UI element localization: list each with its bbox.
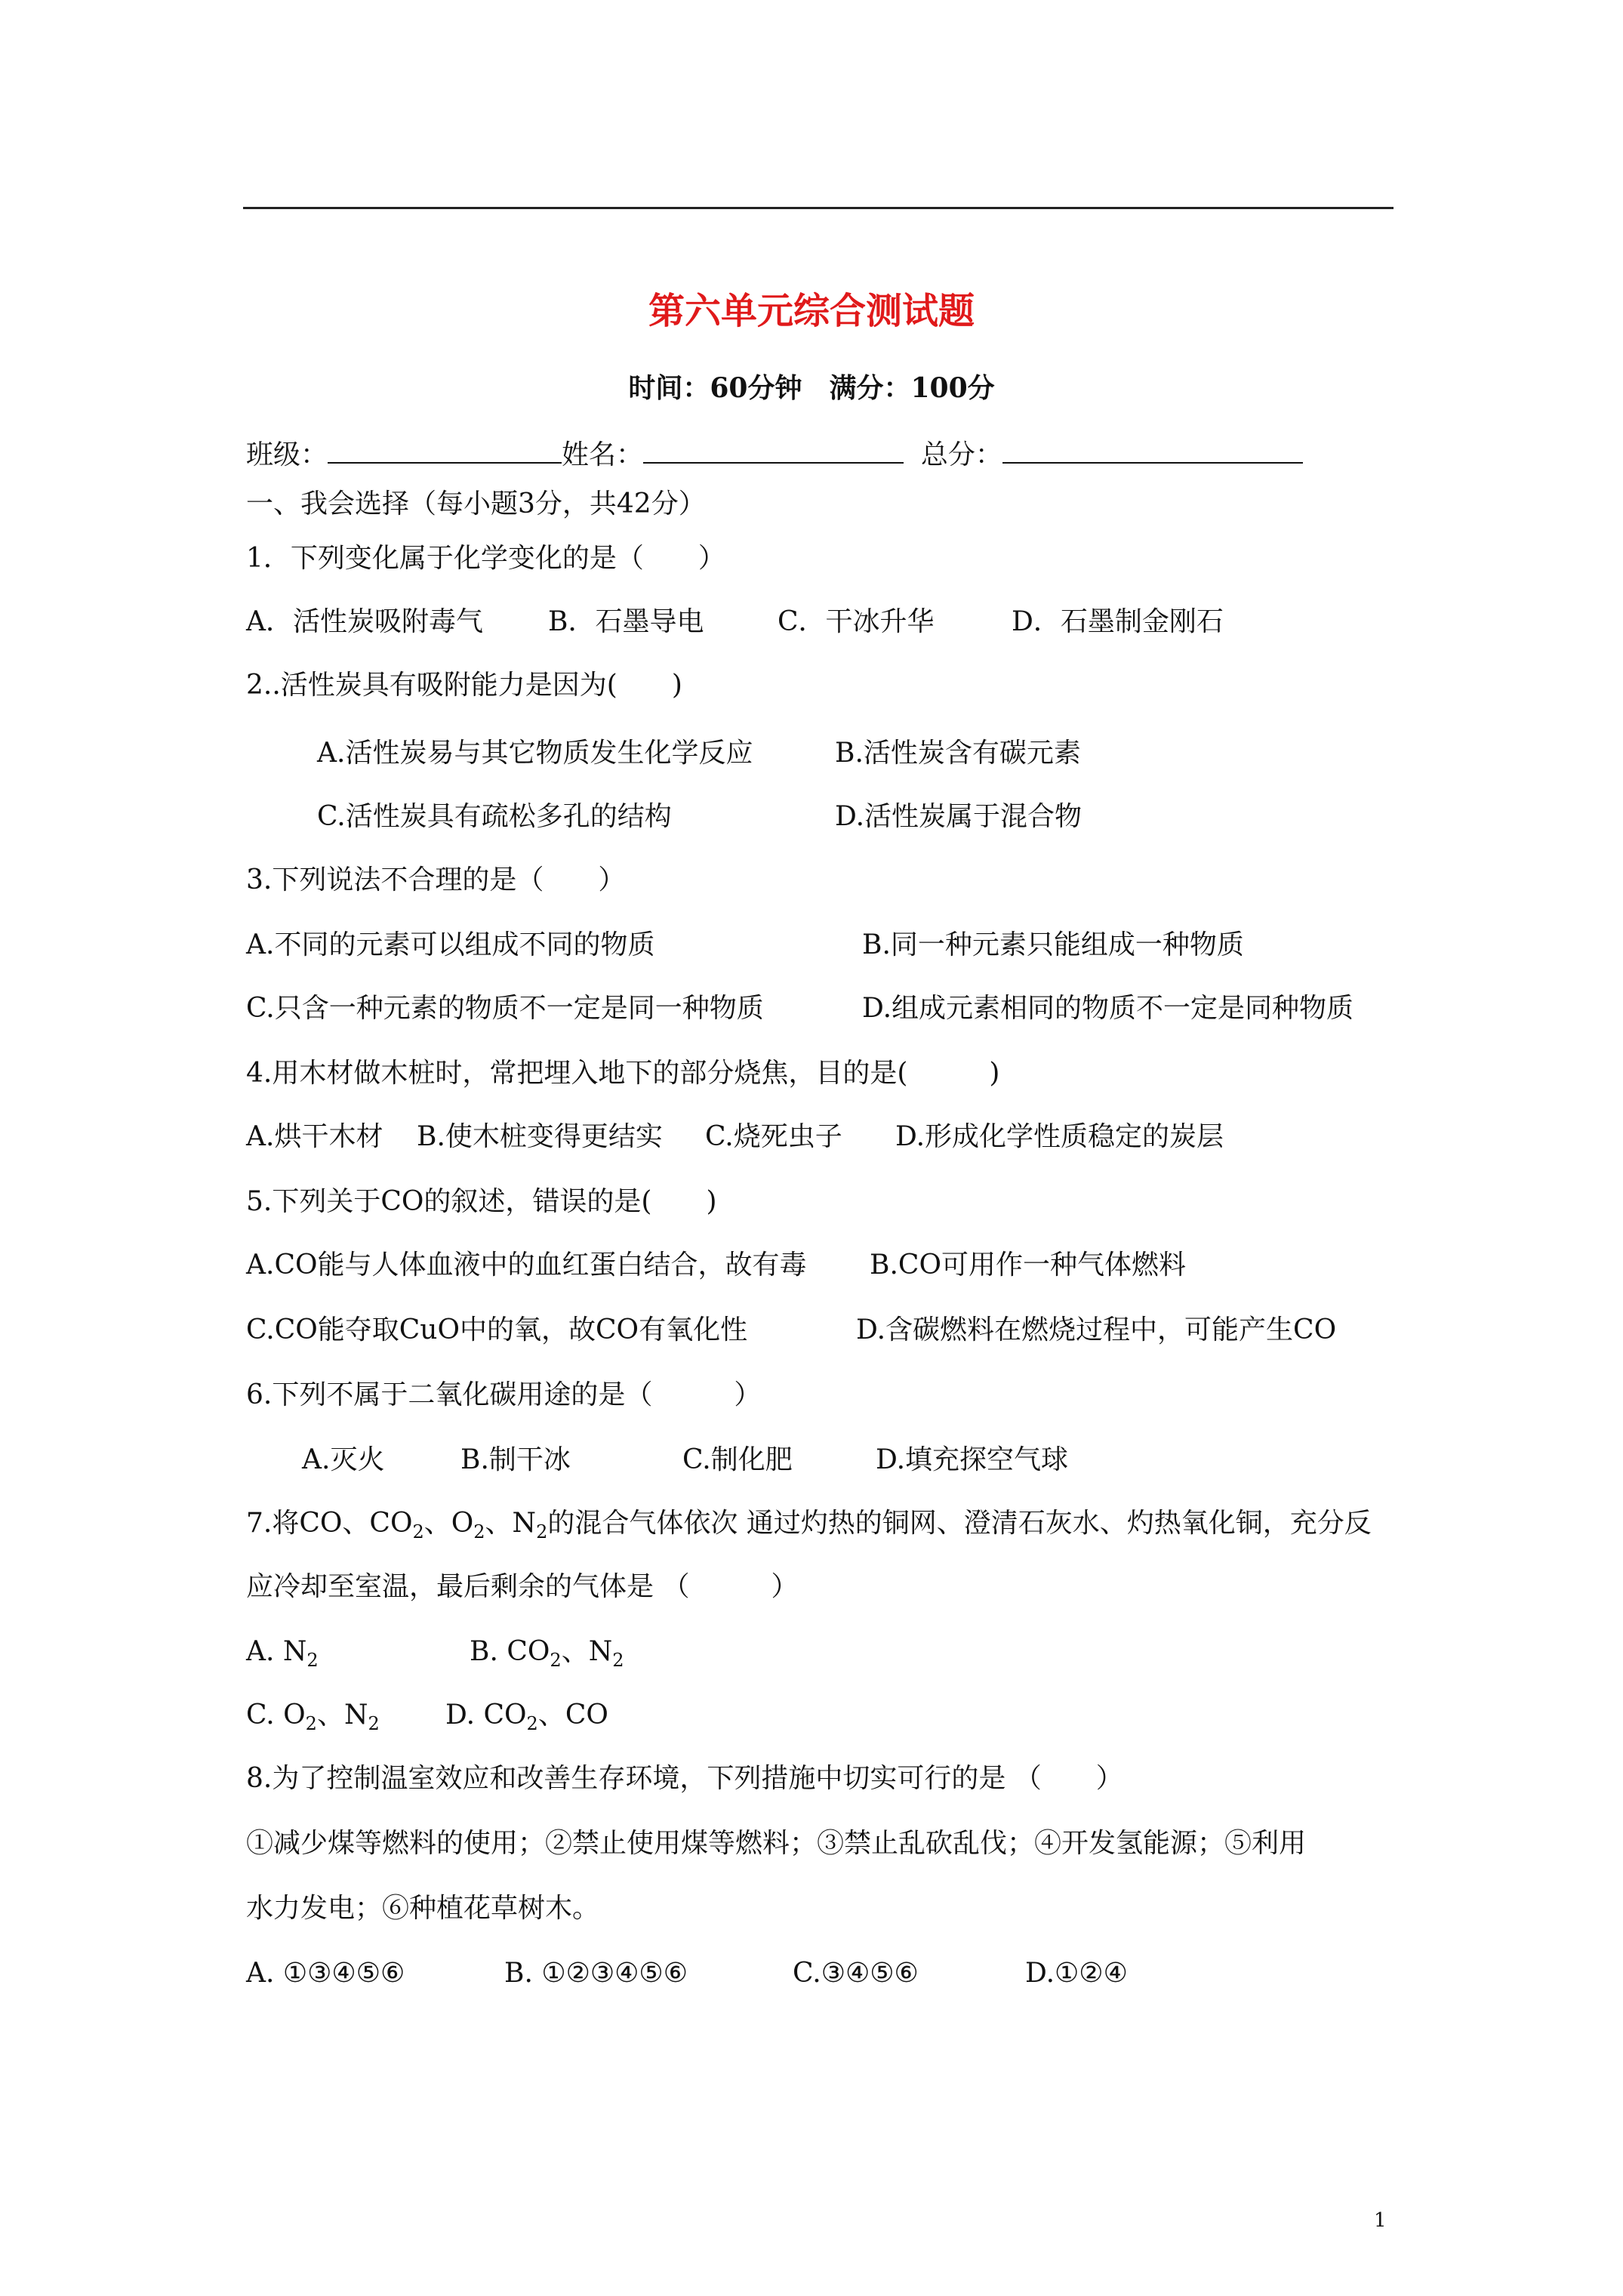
question-6-option-d: D.填充探空气球 [876,1444,1069,1475]
question-3-option-c: C.只含一种元素的物质不一定是同一种物质 [246,993,764,1024]
question-4-option-d: D.形成化学性质稳定的炭层 [895,1121,1224,1152]
question-2-option-d: D.活性炭属于混合物 [835,801,1083,832]
section-heading: 一、我会选择（每小题3分，共42分） [246,488,706,519]
question-5-option-a: A.CO能与人体血液中的血红蛋白结合，故有毒 [246,1250,807,1281]
question-2-stem: 2..活性炭具有吸附能力是因为( ) [246,670,682,701]
q7-a-text: A. N [246,1636,307,1667]
q7-d-text: D. CO [445,1700,527,1730]
question-6-option-b: B.制干冰 [460,1444,571,1475]
question-5-option-c: C.CO能夺取CuO中的氧，故CO有氧化性 [246,1314,748,1345]
question-8-option-b: B. ①②③④⑤⑥ [504,1958,688,1989]
question-7-stem-line2: 应冷却至室温，最后剩余的气体是 （ ） [246,1571,799,1602]
question-8-measures-line2: 水力发电；⑥种植花草树木。 [246,1893,600,1924]
question-8-option-a: A. ①③④⑤⑥ [246,1958,405,1989]
question-7-option-b [470,1635,624,1677]
question-2-option-b: B.活性炭含有碳元素 [835,738,1081,769]
subscript: 2 [526,1713,538,1735]
question-1-stem: 1．下列变化属于化学变化的是（ ） [246,543,725,574]
page-number: 1 [1374,2209,1387,2232]
question-8-stem: 8.为了控制温室效应和改善生存环境，下列措施中切实可行的是 （ ） [246,1763,1123,1794]
question-1-option-b: B．石墨导电 [548,606,704,637]
total-blank [1002,435,1303,464]
header-rule [243,207,1394,209]
q7-stem-text: 7.将CO、CO [246,1508,413,1539]
question-3-option-a: A.不同的元素可以组成不同的物质 [246,929,655,960]
question-6-option-c: C.制化肥 [682,1444,793,1475]
subscript: 2 [412,1521,424,1543]
question-7-option-a [246,1635,319,1677]
question-8-option-d: D.①②④ [1025,1958,1128,1989]
question-1-option-a: A．活性炭吸附毒气 [246,606,483,637]
q7-stem-text: 的混合气体依次 通过灼热的铜网、澄清石灰水、灼热氧化铜，充分反 [547,1508,1372,1539]
q7-c-text: 、N [316,1700,368,1730]
q7-stem-text: 、N [485,1508,537,1539]
question-4-option-a: A.烘干木材 [246,1121,383,1152]
subscript: 2 [306,1650,319,1672]
question-1-option-c: C．干冰升华 [778,606,935,637]
question-1-option-d: D．石墨制金刚石 [1012,606,1224,637]
q7-b-text: 、N [561,1636,613,1667]
subscript: 2 [536,1521,548,1543]
q7-stem-text: 、O [423,1508,474,1539]
question-2-option-a: A.活性炭易与其它物质发生化学反应 [317,738,753,769]
question-5-option-d: D.含碳燃料在燃烧过程中，可能产生CO [856,1314,1337,1345]
subscript: 2 [305,1713,317,1735]
question-7-option-c [246,1699,380,1740]
student-info-line [246,435,1303,472]
subscript: 2 [473,1521,485,1543]
subscript: 2 [368,1713,380,1735]
question-8-measures-line1: ①减少煤等燃料的使用；②禁止使用煤等燃料；③禁止乱砍乱伐；④开发氢能源；⑤利用 [246,1828,1307,1859]
question-3-stem: 3.下列说法不合理的是（ ） [246,864,626,895]
question-8-option-c: C.③④⑤⑥ [793,1958,919,1989]
page-title: 第六单元综合测试题 [648,290,975,332]
question-6-option-a: A.灭火 [302,1444,385,1475]
name-label: 姓名： [562,439,644,470]
subscript: 2 [612,1650,624,1672]
question-4-option-b: B.使木桩变得更结实 [417,1121,663,1152]
class-label: 班级： [246,439,328,470]
exam-time-score: 时间：60分钟 满分：100分 [628,372,995,404]
question-7-stem [246,1507,1372,1549]
question-2-option-c: C.活性炭具有疏松多孔的结构 [317,801,672,832]
total-label: 总分： [920,439,1002,470]
class-blank [328,435,562,464]
question-3-option-d: D.组成元素相同的物质不一定是同种物质 [862,993,1354,1024]
question-7-option-d [445,1699,608,1740]
q7-d-text: 、CO [537,1700,608,1730]
question-6-stem: 6.下列不属于二氧化碳用途的是（ ） [246,1379,762,1410]
question-5-stem: 5.下列关于CO的叙述，错误的是( ) [246,1186,717,1217]
name-blank [643,435,904,464]
subscript: 2 [550,1650,562,1672]
question-5-option-b: B.CO可用作一种气体燃料 [870,1250,1186,1281]
question-4-stem: 4.用木材做木桩时，常把埋入地下的部分烧焦，目的是( ) [246,1058,1000,1089]
question-4-option-c: C.烧死虫子 [705,1121,842,1152]
question-3-option-b: B.同一种元素只能组成一种物质 [862,929,1244,960]
q7-b-text: B. CO [470,1636,550,1667]
q7-c-text: C. O [246,1700,306,1730]
